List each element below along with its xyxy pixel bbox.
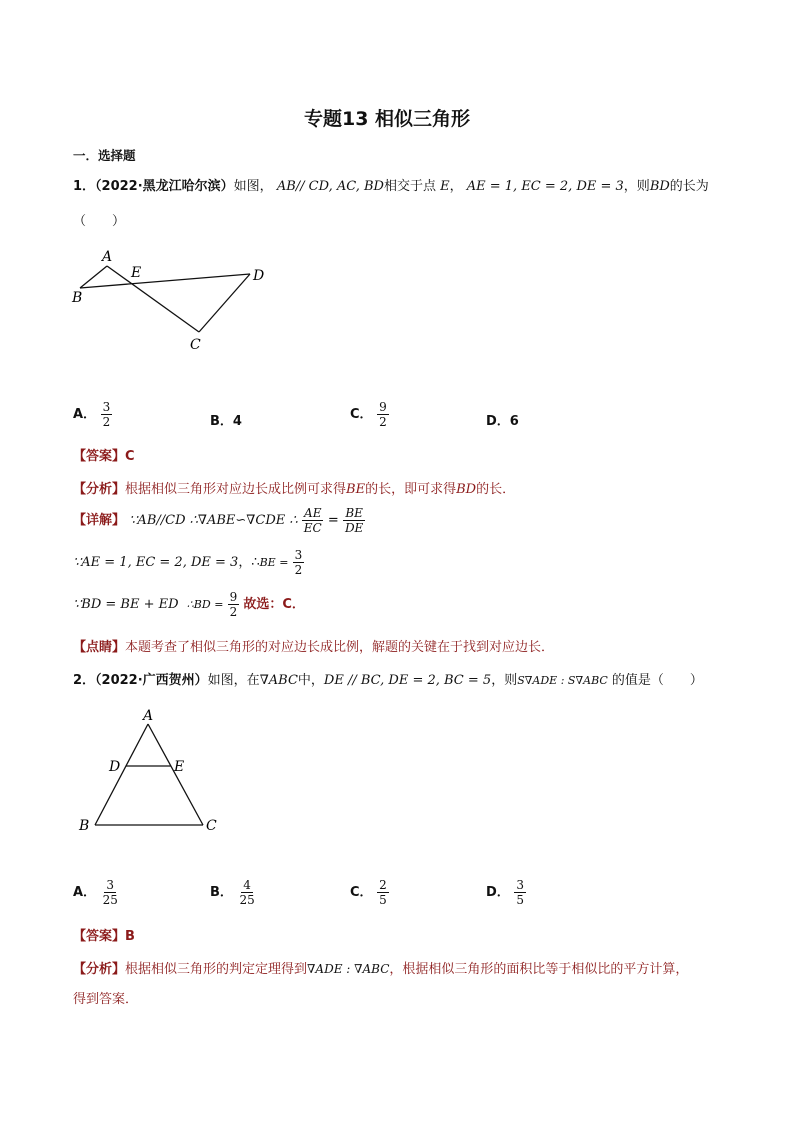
analysis-line: 【分析】根据相似三角形的判定定理得到∇ADE : ∇ABC，根据相似三角形的面积比等于相似比的平方计算，	[73, 962, 689, 977]
label-b: B	[79, 818, 90, 834]
detail-line-2: ∵AE = 1, EC = 2, DE = 3，∴BE = $\frac{3}{2}$	[73, 548, 303, 577]
segment-dc	[199, 274, 250, 332]
label-d: D	[109, 759, 121, 775]
detail-line-3: ∵BD = BE + ED ∴BD = $\frac{9}{2}$ 故选：C．	[73, 590, 305, 619]
fraction: $\frac{BE}{DE}$	[344, 506, 364, 535]
question-1-stem: 1．（2022·黑龙江哈尔滨）如图， AB// CD, AC, BD相交于点 E， AE = 1, EC = 2, DE = 3，则BD的长为	[73, 179, 709, 194]
detail-line-1: 【详解】 ∵AB//CD ∴∇ABE∽∇CDE ∴ $\frac{AE}{EC}$ = $\frac{BE}{DE}$	[73, 506, 364, 535]
question-number: 2．	[73, 673, 96, 688]
label-c: C	[190, 337, 201, 353]
segment-bd	[80, 274, 250, 288]
section-heading: 一．选择题	[73, 148, 136, 163]
option-a[interactable]: A． $\frac{3}{2}$	[73, 400, 111, 429]
figure-1	[60, 245, 280, 355]
fraction: $\frac{3}{25}$	[102, 878, 118, 907]
label-c: C	[206, 818, 217, 834]
question-source: （2022·广西贺州）	[95, 673, 208, 688]
figure-2	[70, 705, 230, 840]
fraction: $\frac{2}{5}$	[379, 878, 387, 907]
label-e: E	[131, 265, 142, 281]
segment-ac	[107, 266, 199, 332]
option-c[interactable]: C． $\frac{2}{5}$	[350, 878, 387, 907]
question-1-paren: （ ）	[73, 214, 126, 229]
comment-line: 【点睛】本题考查了相似三角形的对应边长成比例，解题的关键在于找到对应边长．	[73, 640, 555, 655]
option-d[interactable]: D．6	[486, 414, 519, 429]
label-e: E	[174, 759, 185, 775]
label-a: A	[143, 708, 154, 724]
question-number: 1．	[73, 179, 96, 194]
option-b[interactable]: B． $\frac{4}{25}$	[210, 878, 255, 907]
label-d: D	[253, 268, 265, 284]
option-c[interactable]: C． $\frac{9}{2}$	[350, 400, 387, 429]
analysis-line-2: 得到答案．	[73, 992, 139, 1007]
question-2-stem: 2．（2022·广西贺州）如图，在∇ABC中，DE // BC, DE = 2, BC = 5，则S∇ADE : S∇ABC 的值是（ ）	[73, 673, 703, 688]
fraction: $\frac{3}{2}$	[102, 400, 111, 429]
fraction: $\frac{3}{2}$	[294, 548, 303, 577]
fraction: $\frac{9}{2}$	[229, 590, 238, 619]
label-a: A	[102, 249, 113, 265]
option-d[interactable]: D． $\frac{3}{5}$	[486, 878, 524, 907]
fraction: $\frac{4}{25}$	[239, 878, 255, 907]
option-a[interactable]: A． $\frac{3}{25}$	[73, 878, 118, 907]
option-b[interactable]: B．4	[210, 414, 242, 429]
answer-line: 【答案】C	[73, 449, 135, 464]
question-source: （2022·黑龙江哈尔滨）	[95, 179, 234, 194]
fraction: $\frac{AE}{EC}$	[303, 506, 322, 535]
page-title: 专题13 相似三角形	[304, 108, 471, 130]
answer-line: 【答案】B	[73, 929, 135, 944]
segment-ab	[80, 266, 107, 288]
analysis-line: 【分析】根据相似三角形对应边长成比例可求得BE的长，即可求得BD的长．	[73, 482, 516, 497]
segment-ab	[95, 724, 148, 825]
fraction: $\frac{9}{2}$	[379, 400, 387, 429]
label-b: B	[72, 290, 83, 306]
fraction: $\frac{3}{5}$	[516, 878, 524, 907]
